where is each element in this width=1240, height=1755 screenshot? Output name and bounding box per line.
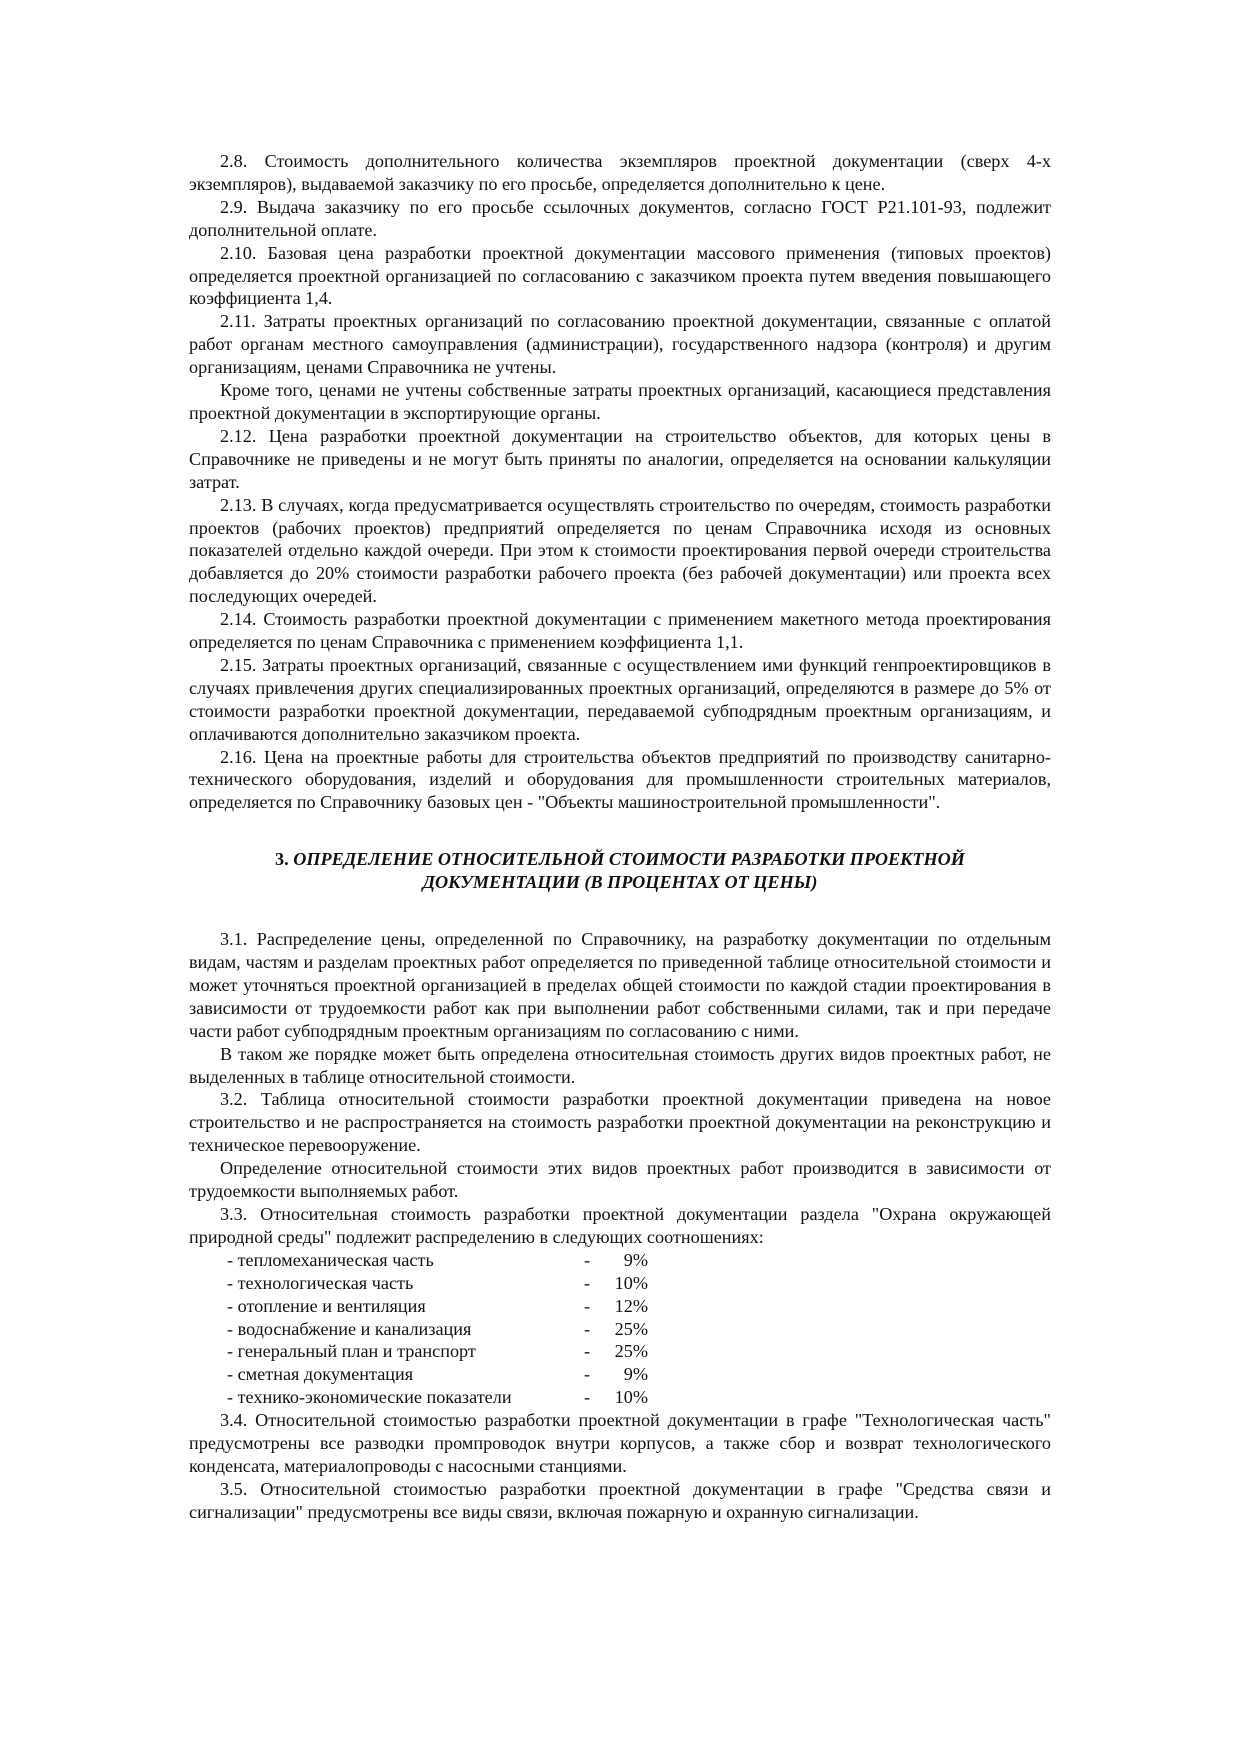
distribution-dash: - — [584, 1387, 591, 1408]
paragraph-3-1: 3.1. Распределение цены, определенной по Справочнику, на разработку документации по отдельным видам, частям и разделам проектных работ определяется по приведенной таблице относительной стоимости и может уточняться проектной организацией в пределах общей стоимости по каждой стадии проектирования в зависимости от трудоемкости работ как при выполнении работ собственными силами, так и при передаче части работ субподрядным проектным организациям по согласованию с ними. — [189, 929, 1051, 1041]
section-3-heading — [189, 848, 1051, 894]
distribution-label: - отопление и вентиляция — [227, 1295, 426, 1316]
distribution-value: 25% — [614, 1318, 648, 1339]
list-item — [189, 1318, 1051, 1341]
distribution-label: - технико-экономические показатели — [227, 1387, 512, 1408]
distribution-value: 10% — [614, 1272, 648, 1293]
distribution-label: - тепломеханическая часть — [227, 1249, 434, 1270]
distribution-dash: - — [584, 1249, 591, 1270]
distribution-label: - водоснабжение и канализация — [227, 1318, 472, 1339]
list-item — [189, 1249, 1051, 1272]
section-3-title: ОПРЕДЕЛЕНИЕ ОТНОСИТЕЛЬНОЙ СТОИМОСТИ РАЗРАБОТКИ ПРОЕКТНОЙ ДОКУМЕНТАЦИИ (В ПРОЦЕНТАХ ОТ ЦЕНЫ) — [293, 849, 965, 893]
paragraph-3-5: 3.5. Относительной стоимостью разработки проектной документации в графе "Средства связи и сигнализации" предусмотрены все виды связи, включая пожарную и охранную сигнализации. — [189, 1478, 1051, 1522]
paragraph-2-14: 2.14. Стоимость разработки проектной документации с применением макетного метода проектирования определяется по ценам Справочника с применением коэффициента 1,1. — [189, 609, 1051, 653]
distribution-value: 9% — [623, 1249, 648, 1270]
paragraph-3-2-addendum: Определение относительной стоимости этих видов проектных работ производится в зависимости от трудоемкости выполняемых работ. — [189, 1158, 1051, 1202]
paragraph-3-2: 3.2. Таблица относительной стоимости разработки проектной документации приведена на новое строительство и не распространяется на стоимость разработки проектной документации на реконструкцию и техническое перевооружение. — [189, 1089, 1051, 1156]
distribution-label: - технологическая часть — [227, 1272, 414, 1293]
distribution-dash: - — [584, 1318, 591, 1339]
paragraph-3-3: 3.3. Относительная стоимость разработки проектной документации раздела "Охрана окружающей природной среды" подлежит распределению в следующих соотношениях: — [189, 1203, 1051, 1247]
list-item — [189, 1272, 1051, 1295]
list-item — [189, 1363, 1051, 1386]
distribution-list — [189, 1249, 1051, 1409]
distribution-dash: - — [584, 1341, 591, 1362]
distribution-dash: - — [584, 1295, 591, 1316]
distribution-value: 9% — [623, 1364, 648, 1385]
paragraph-2-11: 2.11. Затраты проектных организаций по согласованию проектной документации, связанные с оплатой работ органам местного самоуправления (администрации), государственного надзора (контроля) и другим организациям, ценами Справочника не учтены. — [189, 311, 1051, 378]
distribution-label: - сметная документация — [227, 1364, 414, 1385]
paragraph-2-9: 2.9. Выдача заказчику по его просьбе ссылочных документов, согласно ГОСТ Р21.101-93, подлежит дополнительной оплате. — [189, 196, 1051, 240]
paragraph-2-10: 2.10. Базовая цена разработки проектной документации массового применения (типовых проектов) определяется проектной организацией по согласованию с заказчиком проекта путем введения повышающего коэффициента 1,4. — [189, 242, 1051, 309]
paragraph-2-12: 2.12. Цена разработки проектной документации на строительство объектов, для которых цены в Справочнике не приведены и не могут быть приняты по аналогии, определяется на основании калькуляции затрат. — [189, 425, 1051, 492]
distribution-value: 25% — [614, 1341, 648, 1362]
distribution-label: - генеральный план и транспорт — [227, 1341, 476, 1362]
paragraph-3-4: 3.4. Относительной стоимостью разработки проектной документации в графе "Технологическая часть" предусмотрены все разводки промпроводок внутри корпусов, а также сбор и возврат технологического конденсата, материалопроводы с насосными станциями. — [189, 1410, 1051, 1476]
distribution-dash: - — [584, 1364, 591, 1385]
paragraph-2-8: 2.8. Стоимость дополнительного количества экземпляров проектной документации (сверх 4-х экземпляров), выдаваемой заказчику по его просьбе, определяется дополнительно к цене. — [189, 151, 1051, 194]
list-item — [189, 1340, 1051, 1363]
list-item — [189, 1386, 1051, 1409]
distribution-dash: - — [584, 1272, 591, 1293]
list-item — [189, 1295, 1051, 1318]
paragraph-2-11-addendum: Кроме того, ценами не учтены собственные затраты проектных организаций, касающиеся представления проектной документации в экспортирующие органы. — [189, 380, 1051, 423]
document-page — [189, 150, 1051, 1524]
paragraph-2-16: 2.16. Цена на проектные работы для строительства объектов предприятий по производству санитарно-технического оборудования, изделий и оборудования для промышленности строительных материалов, определяется по Справочнику базовых цен - "Объекты машиностроительной промышленности". — [189, 746, 1051, 813]
distribution-value: 10% — [614, 1387, 648, 1408]
paragraph-2-15: 2.15. Затраты проектных организаций, связанные с осуществлением ими функций генпроектировщиков в случаях привлечения других специализированных проектных организаций, определяются в размере до 5% от стоимости разработки проектной документации, передаваемой субподрядным проектным организациям, и оплачиваются дополнительно заказчиком проекта. — [189, 654, 1051, 744]
paragraph-2-13: 2.13. В случаях, когда предусматривается осуществлять строительство по очередям, стоимость разработки проектов (рабочих проектов) предприятий определяется по ценам Справочника исходя из основных показателей отдельно каждой очереди. При этом к стоимости проектирования первой очереди строительства добавляется до 20% стоимости разработки рабочего проекта (без рабочей документации) или проекта всех последующих очередей. — [189, 494, 1051, 607]
section-3-number: 3. — [275, 849, 289, 870]
paragraph-3-1-addendum: В таком же порядке может быть определена относительная стоимость других видов проектных работ, не выделенных в таблице относительной стоимости. — [189, 1043, 1051, 1087]
distribution-value: 12% — [614, 1295, 648, 1316]
